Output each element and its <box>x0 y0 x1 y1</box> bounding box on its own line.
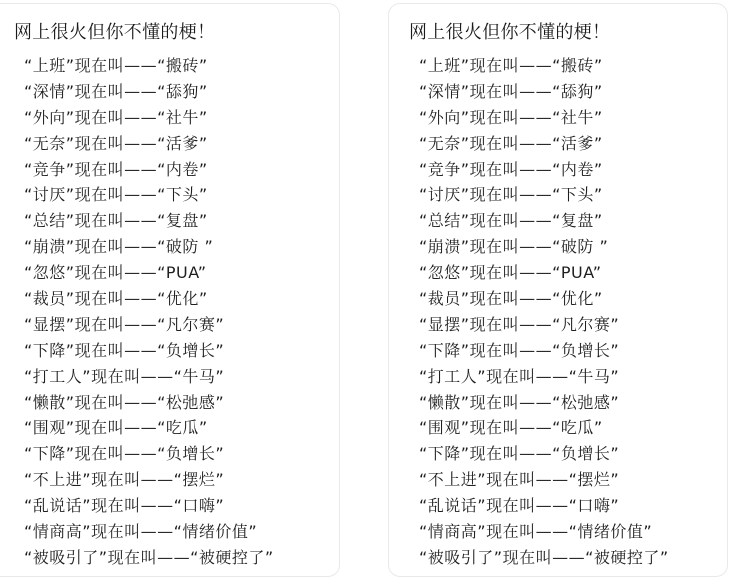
meme-list-item <box>24 234 274 260</box>
new-term: “口嗨” <box>568 496 620 516</box>
connector-text: 现在叫—— <box>486 522 569 542</box>
old-term: “不上进” <box>419 470 487 490</box>
new-term: “复盘” <box>552 211 603 231</box>
new-term: “负增长” <box>157 340 225 360</box>
meme-list-item <box>419 364 669 390</box>
old-term: “深情” <box>419 81 470 101</box>
old-term: “忽悠” <box>419 263 470 283</box>
old-term: “围观” <box>419 418 470 438</box>
meme-list-item <box>419 338 669 364</box>
connector-text: 现在叫—— <box>469 133 553 153</box>
old-term: “裁员” <box>24 289 75 309</box>
connector-text: 现在叫—— <box>74 444 158 464</box>
new-term: “负增长” <box>552 444 620 464</box>
connector-text: 现在叫—— <box>486 470 569 490</box>
new-term: “凡尔赛” <box>157 314 225 334</box>
meme-list-item <box>24 208 274 234</box>
old-term: “围观” <box>24 418 75 438</box>
connector-text: 现在叫—— <box>469 211 553 231</box>
meme-list-item <box>24 441 274 467</box>
old-term: “深情” <box>24 81 75 101</box>
new-term: “破防 ” <box>157 237 214 257</box>
old-term: “不上进” <box>24 470 92 490</box>
connector-text: 现在叫—— <box>107 547 191 567</box>
old-term: “无奈” <box>24 133 75 153</box>
meme-list-item <box>24 467 274 493</box>
new-term: “社牛” <box>552 107 603 127</box>
old-term: “裁员” <box>419 289 470 309</box>
connector-text: 现在叫—— <box>91 522 174 542</box>
new-term: “搬砖” <box>157 56 208 75</box>
new-term: “PUA” <box>157 263 207 283</box>
connector-text: 现在叫—— <box>74 107 158 127</box>
new-term: “情绪价值” <box>568 522 653 542</box>
card-title: 网上很火但你不懂的梗！ <box>409 22 611 43</box>
old-term: “总结” <box>24 211 75 231</box>
old-term: “乱说话” <box>24 496 92 516</box>
meme-list <box>24 53 274 571</box>
old-term: “讨厌” <box>419 185 470 205</box>
old-term: “被吸引了” <box>24 547 108 567</box>
old-term: “讨厌” <box>24 185 75 205</box>
connector-text: 现在叫—— <box>469 81 553 101</box>
meme-card-right <box>388 3 728 577</box>
old-term: “下降” <box>419 340 470 360</box>
meme-list-item <box>24 338 274 364</box>
old-term: “打工人” <box>419 366 487 386</box>
new-term: “负增长” <box>157 444 225 464</box>
old-term: “崩溃” <box>24 237 75 257</box>
new-term: “活爹” <box>157 133 208 153</box>
connector-text: 现在叫—— <box>469 418 553 438</box>
old-term: “下降” <box>24 444 75 464</box>
connector-text: 现在叫—— <box>74 289 158 309</box>
connector-text: 现在叫—— <box>74 340 158 360</box>
new-term: “舔狗” <box>157 81 208 101</box>
new-term: “负增长” <box>552 340 620 360</box>
new-term: “情绪价值” <box>173 522 258 542</box>
meme-list-item <box>419 234 669 260</box>
old-term: “崩溃” <box>419 237 470 257</box>
meme-list-item <box>24 519 274 545</box>
meme-list-item <box>24 182 274 208</box>
meme-list-item <box>24 157 274 183</box>
connector-text: 现在叫—— <box>469 340 553 360</box>
connector-text: 现在叫—— <box>74 211 158 231</box>
meme-list-item <box>419 79 669 105</box>
connector-text: 现在叫—— <box>91 470 174 490</box>
meme-list-item <box>419 182 669 208</box>
new-term: “内卷” <box>157 159 208 179</box>
new-term: “松弛感” <box>157 392 225 412</box>
meme-list-item <box>419 208 669 234</box>
new-term: “优化” <box>157 289 208 309</box>
connector-text: 现在叫—— <box>469 392 553 412</box>
meme-list-item <box>419 519 669 545</box>
connector-text: 现在叫—— <box>469 444 553 464</box>
connector-text: 现在叫—— <box>74 133 158 153</box>
connector-text: 现在叫—— <box>74 263 158 283</box>
meme-list-item <box>419 441 669 467</box>
new-term: “下头” <box>157 185 208 205</box>
old-term: “上班” <box>419 56 470 75</box>
connector-text: 现在叫—— <box>486 496 569 516</box>
old-term: “显摆” <box>24 314 75 334</box>
connector-text: 现在叫—— <box>74 418 158 438</box>
connector-text: 现在叫—— <box>74 185 158 205</box>
meme-list-item <box>419 545 669 571</box>
new-term: “摆烂” <box>173 470 225 490</box>
old-term: “无奈” <box>419 133 470 153</box>
old-term: “被吸引了” <box>419 547 503 567</box>
connector-text: 现在叫—— <box>74 314 158 334</box>
connector-text: 现在叫—— <box>91 496 174 516</box>
new-term: “搬砖” <box>552 56 603 75</box>
meme-list-item <box>24 79 274 105</box>
connector-text: 现在叫—— <box>74 237 158 257</box>
new-term: “PUA” <box>552 263 602 283</box>
new-term: “优化” <box>552 289 603 309</box>
meme-list-item <box>419 415 669 441</box>
old-term: “下降” <box>419 444 470 464</box>
connector-text: 现在叫—— <box>469 159 553 179</box>
connector-text: 现在叫—— <box>74 81 158 101</box>
new-term: “内卷” <box>552 159 603 179</box>
new-term: “舔狗” <box>552 81 603 101</box>
meme-list-item <box>24 53 274 79</box>
old-term: “外向” <box>24 107 75 127</box>
meme-list-item <box>419 105 669 131</box>
old-term: “上班” <box>24 56 75 75</box>
card-title: 网上很火但你不懂的梗！ <box>14 22 216 43</box>
connector-text: 现在叫—— <box>469 314 553 334</box>
connector-text: 现在叫—— <box>469 289 553 309</box>
new-term: “活爹” <box>552 133 603 153</box>
new-term: “凡尔赛” <box>552 314 620 334</box>
new-term: “牛马” <box>568 366 620 386</box>
connector-text: 现在叫—— <box>469 185 553 205</box>
old-term: “打工人” <box>24 366 92 386</box>
meme-list-item <box>24 312 274 338</box>
meme-list-item <box>419 286 669 312</box>
old-term: “情商高” <box>24 522 92 542</box>
meme-list-item <box>419 467 669 493</box>
old-term: “竞争” <box>419 159 470 179</box>
meme-list-item <box>24 260 274 286</box>
connector-text: 现在叫—— <box>469 263 553 283</box>
old-term: “懒散” <box>24 392 75 412</box>
new-term: “被硬控了” <box>190 547 274 567</box>
meme-list-item <box>419 53 669 79</box>
connector-text: 现在叫—— <box>486 366 569 386</box>
meme-list-item <box>24 415 274 441</box>
new-term: “牛马” <box>173 366 225 386</box>
connector-text: 现在叫—— <box>469 56 553 75</box>
meme-list-item <box>24 131 274 157</box>
new-term: “吃瓜” <box>552 418 603 438</box>
meme-list-item <box>419 131 669 157</box>
meme-list <box>419 53 669 571</box>
connector-text: 现在叫—— <box>469 107 553 127</box>
new-term: “吃瓜” <box>157 418 208 438</box>
new-term: “松弛感” <box>552 392 620 412</box>
meme-list-item <box>24 364 274 390</box>
old-term: “乱说话” <box>419 496 487 516</box>
meme-list-item <box>24 105 274 131</box>
old-term: “显摆” <box>419 314 470 334</box>
meme-list-item <box>419 157 669 183</box>
meme-list-item <box>24 493 274 519</box>
meme-list-item <box>24 545 274 571</box>
connector-text: 现在叫—— <box>74 159 158 179</box>
old-term: “忽悠” <box>24 263 75 283</box>
meme-card-left <box>0 3 340 577</box>
new-term: “摆烂” <box>568 470 620 490</box>
meme-list-item <box>419 260 669 286</box>
connector-text: 现在叫—— <box>74 392 158 412</box>
old-term: “下降” <box>24 340 75 360</box>
old-term: “外向” <box>419 107 470 127</box>
meme-list-item <box>419 390 669 416</box>
old-term: “情商高” <box>419 522 487 542</box>
meme-list-item <box>419 493 669 519</box>
new-term: “社牛” <box>157 107 208 127</box>
new-term: “下头” <box>552 185 603 205</box>
meme-list-item <box>419 312 669 338</box>
old-term: “懒散” <box>419 392 470 412</box>
connector-text: 现在叫—— <box>74 56 158 75</box>
new-term: “被硬控了” <box>585 547 669 567</box>
new-term: “破防 ” <box>552 237 609 257</box>
meme-list-item <box>24 286 274 312</box>
meme-list-item <box>24 390 274 416</box>
old-term: “总结” <box>419 211 470 231</box>
new-term: “口嗨” <box>173 496 225 516</box>
connector-text: 现在叫—— <box>91 366 174 386</box>
connector-text: 现在叫—— <box>469 237 553 257</box>
old-term: “竞争” <box>24 159 75 179</box>
connector-text: 现在叫—— <box>502 547 586 567</box>
new-term: “复盘” <box>157 211 208 231</box>
